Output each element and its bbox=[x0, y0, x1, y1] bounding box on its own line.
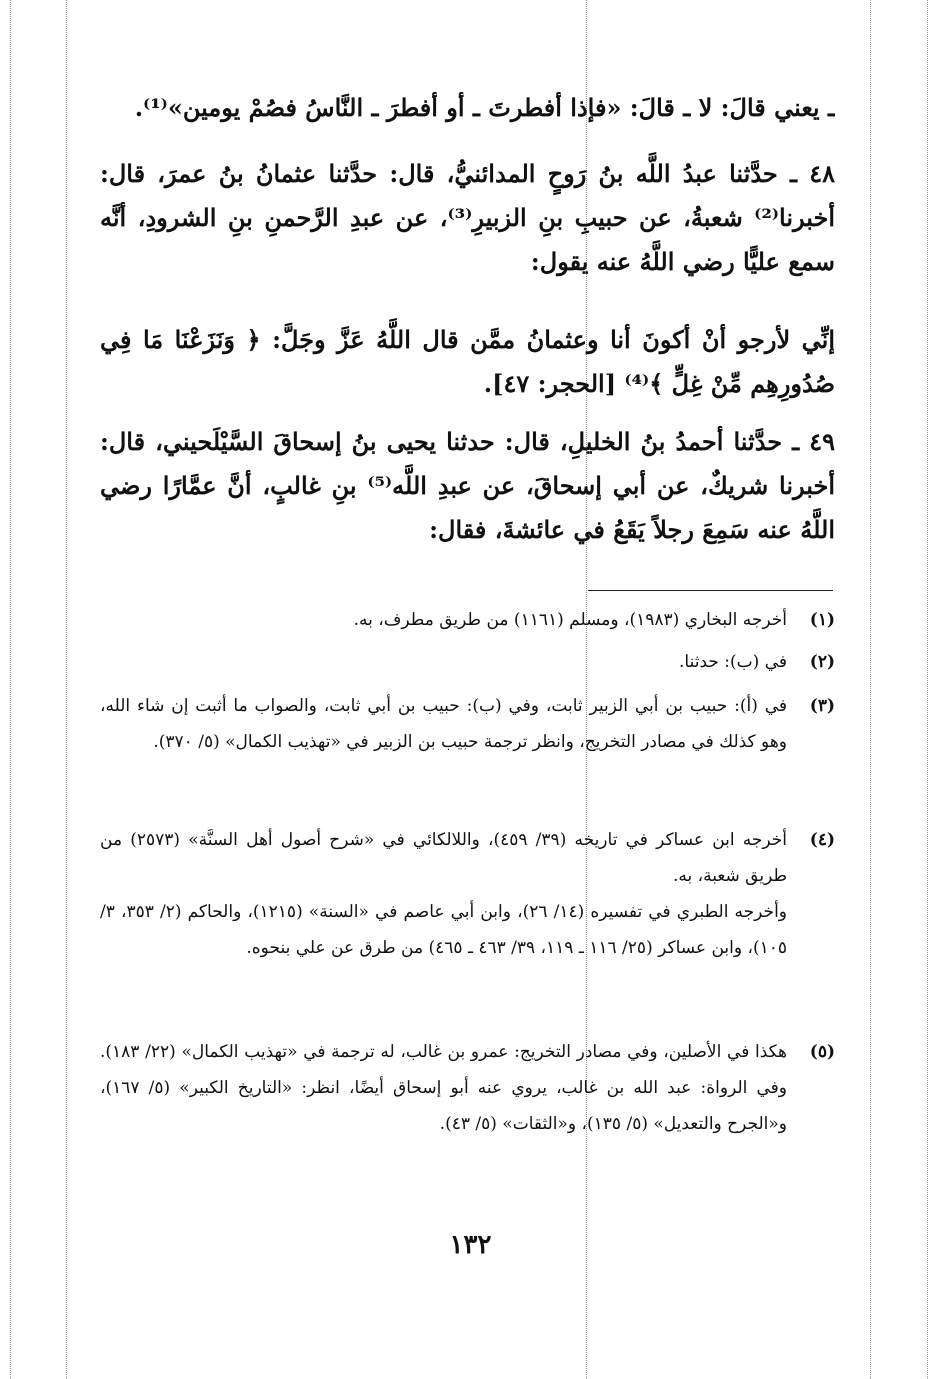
margin-guide bbox=[927, 0, 928, 1379]
footnote-text: هكذا في الأصلين، وفي مصادر التخريج: عمرو بن غالب، له ترجمة في «تهذيب الكمال» (٢٢/ ١٨٣). وفي الرواة: عبد الله بن غالب، يروي عنه أبو إسحاق أيضًا، انظر: «التاريخ الكبير» (٥/ ١٦٧)، و«الجرح والتعديل» (٥/ ١٣٥)، و«الثقات» (٥/ ٤٣). bbox=[100, 1042, 787, 1134]
footnote-number: (٣) bbox=[809, 696, 835, 716]
continuation-line: ـ يعني قالَ: لا ـ قالَ: «فإذا أفطرتَ ـ أو أفطرَ ـ النَّاسُ فصُمْ يومين»⁽¹⁾. bbox=[134, 93, 835, 122]
footnote-1 bbox=[100, 602, 835, 638]
hadith-48: ٤٨ ـ حدَّثنا عبدُ اللَّه بنُ رَوحٍ المدائنيُّ، قال: حدَّثنا عثمانُ بنُ عمرَ، قال: أخبرنا⁽²⁾ شعبةُ، عن حبيبِ بنِ الزبيرِ⁽³⁾، عن عبدِ الرَّحمنِ بنِ الشرودِ، أنَّه سمع عليًّا رضي اللَّهُ عنه يقول: bbox=[100, 159, 835, 276]
hadith-48-quote: إنِّي لأرجو أنْ أكونَ أنا وعثمانُ ممَّن قال اللَّهُ عَزَّ وجَلَّ: ﴿ وَنَزَعْنَا مَا فِي صُدُورِهِم مِّنْ غِلٍّ ﴾⁽⁴⁾ [الحجر: ٤٧]. bbox=[100, 325, 835, 398]
footnote-text: في (أ): حبيب بن أبي الزبير ثابت، وفي (ب): حبيب بن أبي ثابت، والصواب ما أثبت إن شاء الله، وهو كذلك في مصادر التخريج، وانظر ترجمة حبيب بن الزبير في «تهذيب الكمال» (٥/ ٣٧٠). bbox=[100, 696, 787, 752]
footnote-separator bbox=[588, 590, 833, 591]
margin-guide bbox=[870, 0, 871, 1379]
footnote-2 bbox=[100, 644, 835, 680]
page-number: ١٣٢ bbox=[449, 1230, 492, 1260]
margin-guide bbox=[66, 0, 67, 1379]
footnote-4 bbox=[100, 822, 835, 966]
footnote-number: (١) bbox=[809, 610, 835, 630]
footnote-3 bbox=[100, 688, 835, 760]
footnote-text: أخرجه البخاري (١٩٨٣)، ومسلم (١١٦١) من طريق مطرف، به. bbox=[353, 610, 787, 630]
footnote-5 bbox=[100, 1034, 835, 1142]
footnote-number: (٢) bbox=[809, 652, 835, 672]
hadith-49: ٤٩ ـ حدَّثنا أحمدُ بنُ الخليلِ، قال: حدثنا يحيى بنُ إسحاقَ السَّيْلَحيني، قال: أخبرنا شريكٌ، عن أبي إسحاقَ، عن عبدِ اللَّه⁽⁵⁾ بنِ غالبٍ، أنَّ عمَّارًا رضي اللَّهُ عنه سَمِعَ رجلاً يَقَعُ في عائشةَ، فقال: bbox=[100, 427, 835, 544]
footnote-text: في (ب): حدثنا. bbox=[679, 652, 787, 672]
footnote-number: (٤) bbox=[809, 830, 835, 850]
footnote-text-continued: وأخرجه الطبري في تفسيره (١٤/ ٢٦)، وابن أبي عاصم في «السنة» (١٢١٥)، والحاكم (٢/ ٣٥٣، ٣/ ١٠٥)، وابن عساكر (٢٥/ ١١٦ ـ ١١٩، ٣٩/ ٤٦٣ ـ ٤٦٥) من طرق عن علي بنحوه. bbox=[100, 902, 787, 958]
footnote-text: أخرجه ابن عساكر في تاريخه (٣٩/ ٤٥٩)، واللالكائي في «شرح أصول أهل السنَّة» (٢٥٧٣) من طريق شعبة، به. bbox=[100, 830, 787, 886]
margin-guide bbox=[10, 0, 11, 1379]
footnote-number: (٥) bbox=[809, 1042, 835, 1062]
